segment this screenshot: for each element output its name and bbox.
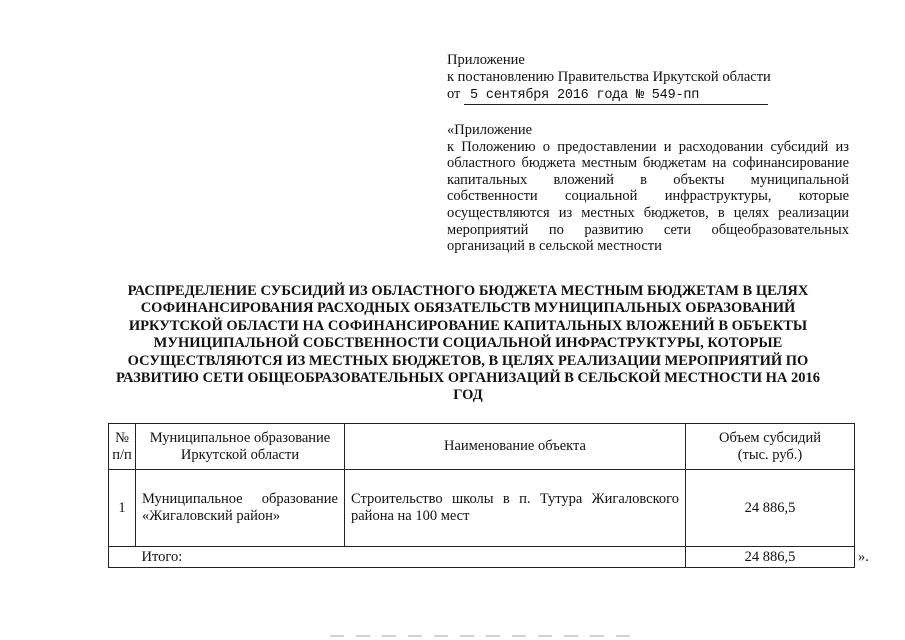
header-amount: Объем субсидий (тыс. руб.) (686, 424, 855, 470)
document-title: РАСПРЕДЕЛЕНИЕ СУБСИДИЙ ИЗ ОБЛАСТНОГО БЮДЖЕТА МЕСТНЫМ БЮДЖЕТАМ В ЦЕЛЯХ СОФИНАНСИРОВАНИЯ РАСХОДНЫХ ОБЯЗАТЕЛЬСТВ МУНИЦИПАЛЬНЫХ ОБРАЗОВАНИЙ ИРКУТСКОЙ ОБЛАСТИ НА СОФИНАНСИРОВАНИЕ КАПИТАЛЬНЫХ ВЛОЖЕНИЙ В ОБЪЕКТЫ МУНИЦИПАЛЬНОЙ СОБСТВЕННОСТИ СОЦИАЛЬНОЙ ИНФРАСТРУКТУРЫ, КОТОРЫЕ ОСУЩЕСТВЛЯЮТСЯ ИЗ МЕСТНЫХ БЮДЖЕТОВ, В ЦЕЛЯХ РЕАЛИЗАЦИИ МЕРОПРИЯТИЙ ПО РАЗВИТИЮ СЕТИ ОБЩЕОБРАЗОВАТЕЛЬНЫХ ОРГАНИЗАЦИЙ В СЕЛЬСКОЙ МЕСТНОСТИ НА 2016 ГОД (116, 283, 820, 404)
row-municipality: Муниципальное образование «Жигаловский район» (136, 470, 345, 547)
total-label: Итого: (136, 547, 686, 568)
closing-quote-mark: ». (858, 549, 869, 565)
table-row (109, 470, 855, 547)
row-number: 1 (109, 470, 136, 547)
row-amount: 24 886,5 (686, 470, 855, 547)
decree-date-prefix: от (447, 86, 461, 102)
total-number-cell (109, 547, 136, 568)
regulation-appendix-label: «Приложение (447, 122, 533, 138)
scan-artifact (330, 635, 630, 637)
table-total-row (109, 547, 855, 568)
appendix-header (447, 52, 807, 105)
header-municipality: Муниципальное образование Иркутской области (136, 424, 345, 470)
decree-reference: к постановлению Правительства Иркутской области (447, 69, 771, 85)
subsidies-table (108, 423, 855, 568)
table-header-row (109, 424, 855, 470)
row-object: Строительство школы в п. Тутура Жигаловского района на 100 мест (345, 470, 686, 547)
decree-date-number: 5 сентября 2016 года № 549-пп (464, 87, 768, 105)
header-object: Наименование объекта (345, 424, 686, 470)
header-number: № п/п (109, 424, 136, 470)
regulation-appendix-text: к Положению о предоставлении и расходовании субсидий из областного бюджета местным бюджетам на софинансирование капитальных вложений в объекты муниципальной собственности социальной инфраструктуры, которые осуществляются из местных бюджетов, в целях реализации мероприятий по развитию сети общеобразовательных организаций в сельской местности (447, 138, 849, 255)
appendix-label: Приложение (447, 52, 525, 68)
total-amount: 24 886,5 (686, 547, 855, 568)
decree-date-line (447, 86, 807, 105)
regulation-appendix-header (447, 122, 849, 255)
